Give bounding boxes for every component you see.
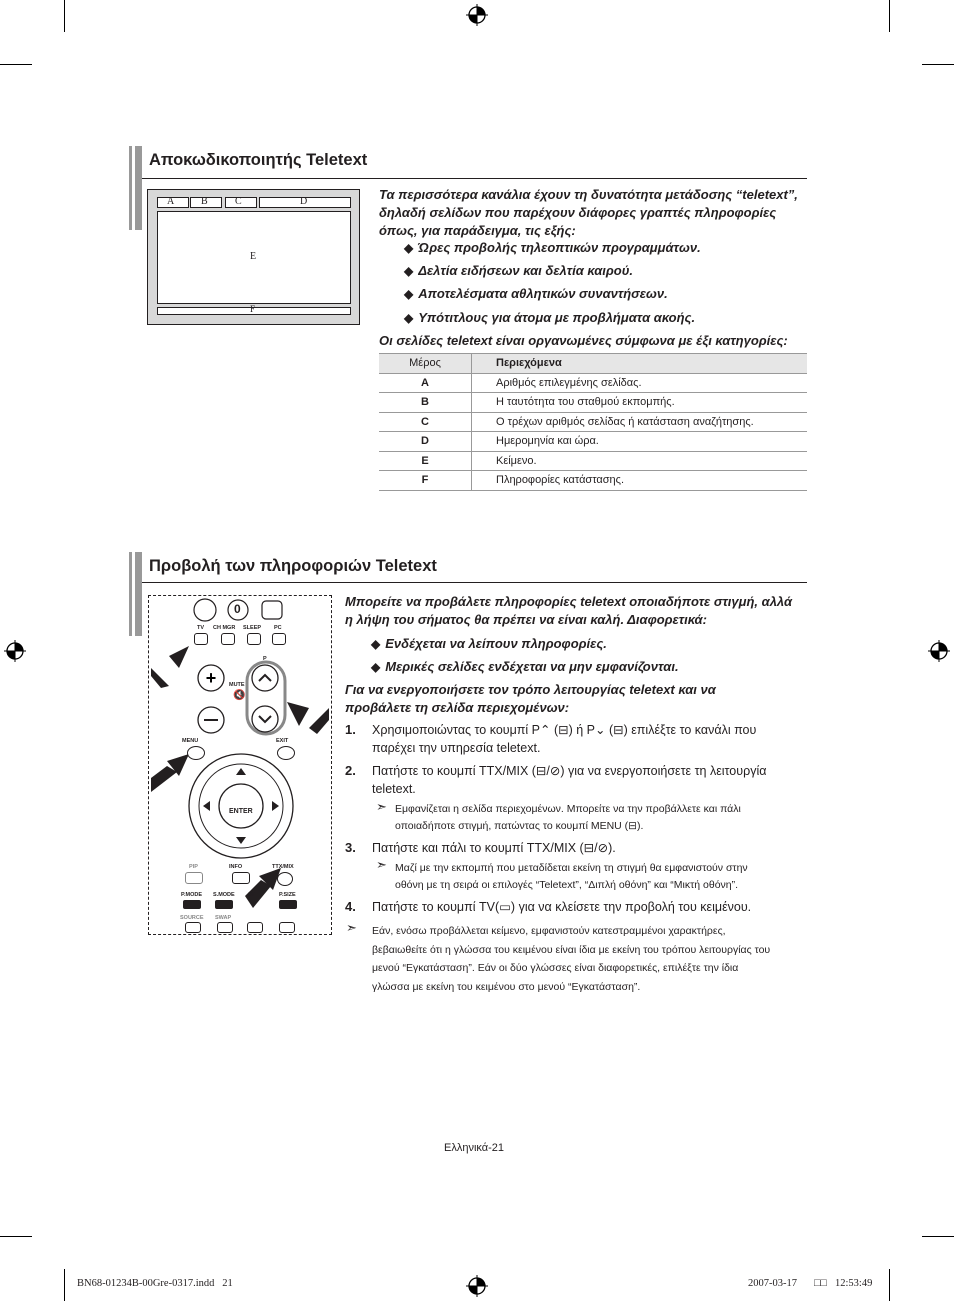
section-bar: [129, 146, 132, 230]
table-row: [379, 373, 807, 393]
categories-table: [379, 353, 807, 491]
tv-label: TV: [197, 625, 205, 631]
diagram-label-e: E: [250, 251, 257, 262]
bullet-item: ◆ Υπότιτλους για άτομα με προβλήματα ακοής.: [404, 310, 696, 325]
crop-mark: [64, 1269, 65, 1301]
table-row: [379, 393, 807, 413]
section2-intro: Μπορείτε να προβάλετε πληροφορίες teletext οποιαδήποτε στιγμή, αλλά η λήψη του σήματος θα πρέπει να είναι καλή. Διαφορετικά:: [345, 594, 793, 627]
diagram-label-f: F: [250, 304, 256, 314]
bullet-item: ◆ Μερικές σελίδες ενδέχεται να μην εμφανίζονται.: [371, 659, 679, 674]
crop-mark: [889, 0, 890, 32]
sleep-button[interactable]: [247, 633, 261, 645]
diagram-label-c: C: [235, 196, 242, 207]
down-button[interactable]: [247, 922, 263, 933]
step-note: Μαζί με την εκπομπή που μεταδίδεται εκείνη τη στιγμή θα εμφανιστούν στην οθόνη με τη σειρά οι επιλογές “Teletext”, “Διπλή οθόνη” και “Μικτή οθόνη”.: [395, 862, 748, 891]
st-label: ST: [248, 892, 256, 898]
source-label: SOURCE: [180, 915, 204, 921]
diagram-label-b: B: [201, 196, 208, 207]
table-cell-part: A: [379, 373, 472, 393]
section-title: Αποκωδικοποιητής Teletext: [149, 151, 368, 169]
section-bar: [129, 552, 132, 636]
registration-mark-icon: [466, 1275, 488, 1297]
step-number: 2.: [345, 763, 356, 778]
step-note: Εμφανίζεται η σελίδα περιεχομένων. Μπορείτε να την προβάλλετε και πάλι οποιαδήποτε στιγμή, πατώντας το κουμπί MENU (⊟).: [395, 803, 741, 832]
step-number: 1.: [345, 722, 356, 737]
source-button[interactable]: [185, 922, 201, 933]
chmgr-label: CH MGR: [213, 625, 236, 631]
remote-control-illustration: [148, 595, 332, 935]
table-cell-part: C: [379, 412, 472, 432]
table-cell-content: Πληροφορίες κατάστασης.: [472, 471, 808, 491]
section1-intro: Τα περισσότερα κανάλια έχουν τη δυνατότητα μετάδοσης “teletext”, δηλαδή σελίδων που παρέχουν διάφορες γραπτές πληροφορίες όπως, για παράδειγμα, τις εξής:: [379, 187, 798, 238]
bullet-item: ◆ Δελτία ειδήσεων και δελτία καιρού.: [404, 263, 634, 278]
crop-mark: [922, 1236, 954, 1237]
step-text: Πατήστε και πάλι το κουμπί TTX/MIX (⊟/⊘).: [372, 841, 616, 855]
menu-label: MENU: [182, 738, 199, 744]
table-header: Μέρος: [379, 354, 472, 374]
chmgr-button[interactable]: [221, 633, 235, 645]
note-arrow-icon: ➣: [346, 920, 357, 935]
crop-mark: [0, 64, 32, 65]
footer-date: 2007-03-17: [748, 1278, 797, 1289]
footer-boxes: □□: [814, 1278, 827, 1289]
table-row: [379, 412, 807, 432]
ttxmix-label: TTX/MIX: [272, 864, 294, 870]
step-text: Χρησιμοποιώντας το κουμπί P⌃ (⊟) ή P⌄ (⊟) επιλέξτε το κανάλι που παρέχει την υπηρεσία teletext.: [372, 723, 757, 755]
table-cell-part: B: [379, 393, 472, 413]
psize-button[interactable]: [279, 900, 297, 909]
note-arrow-icon: ➣: [376, 799, 387, 814]
bullet-item: ◆ Ώρες προβολής τηλεοπτικών προγραμμάτων.: [404, 240, 701, 255]
diagram-label-a: A: [167, 196, 175, 207]
section-underline: [142, 582, 807, 583]
pip-label: PIP: [189, 864, 198, 870]
svg-text:+: +: [205, 668, 217, 688]
section-bar: [135, 552, 142, 636]
crop-mark: [889, 1269, 890, 1301]
table-cell-part: F: [379, 471, 472, 491]
mute-label: MUTE: [229, 682, 245, 688]
section-title: Προβολή των πληροφοριών Teletext: [149, 557, 437, 575]
pmode-label: P.MODE: [181, 892, 202, 898]
smode-button[interactable]: [215, 900, 233, 909]
table-cell-part: D: [379, 432, 472, 452]
psize-label: P.SIZE: [279, 892, 296, 898]
note-arrow-icon: ➣: [376, 857, 387, 872]
teletext-screen-diagram: [147, 189, 360, 325]
table-cell-content: Η ταυτότητα του σταθμού εκπομπής.: [472, 393, 808, 413]
zero-button-label: 0: [234, 602, 241, 616]
table-cell-content: Κείμενο.: [472, 451, 808, 471]
crop-mark: [922, 64, 954, 65]
bullet-item: ◆ Ενδέχεται να λείπουν πληροφορίες.: [371, 636, 607, 651]
diagram-label-d: D: [300, 196, 308, 207]
final-note: Εάν, ενόσω προβάλλεται κείμενο, εμφανιστούν κατεστραμμένοι χαρακτήρες, βεβαιωθείτε ότι η γλώσσα του κειμένου είναι ίδια με εκείνη του τρόπου λειτουργίας του μενού “Εγκατάσταση”. Εάν οι δύο γλώσσες είναι διαφορετικές, επιλέξτε την ίδια γλώσσα με εκείνη του κειμένου στο μενού “Εγκατάσταση”.: [372, 925, 771, 993]
registration-mark-icon: [928, 640, 950, 662]
ttxmix-button[interactable]: [277, 872, 293, 886]
crop-mark: [0, 1236, 32, 1237]
table-cell-part: E: [379, 451, 472, 471]
exit-button[interactable]: [277, 746, 295, 760]
info-button[interactable]: [232, 872, 250, 884]
table-cell-content: Αριθμός επιλεγμένης σελίδας.: [472, 373, 808, 393]
crop-mark: [64, 0, 65, 32]
exit-label: EXIT: [276, 738, 289, 744]
pip-button[interactable]: [185, 872, 203, 884]
pc-label: PC: [274, 625, 282, 631]
pc-button[interactable]: [272, 633, 286, 645]
categories-intro: Οι σελίδες teletext είναι οργανωμένες σύμφωνα με έξι κατηγορίες:: [379, 333, 788, 348]
up-button[interactable]: [279, 922, 295, 933]
smode-label: S.MODE: [213, 892, 235, 898]
table-row: [379, 471, 807, 491]
table-row: [379, 432, 807, 452]
mute-icon: 🔇: [233, 690, 246, 701]
swap-button[interactable]: [217, 922, 233, 933]
activate-intro: Για να ενεργοποιήσετε τον τρόπο λειτουργίας teletext και να προβάλετε τη σελίδα περιεχομένων:: [345, 682, 716, 715]
info-label: INFO: [229, 864, 243, 870]
table-row: [379, 451, 807, 471]
footer-file: BN68-01234B-00Gre-0317.indd 21: [77, 1278, 233, 1289]
bullet-item: ◆ Αποτελέσματα αθλητικών συναντήσεων.: [404, 286, 668, 301]
registration-mark-icon: [466, 4, 488, 26]
footer-time: 12:53:49: [835, 1278, 873, 1289]
section-bar: [135, 146, 142, 230]
table-header: Περιεχόμενα: [472, 354, 808, 374]
menu-button[interactable]: [187, 746, 205, 760]
table-cell-content: Ο τρέχων αριθμός σελίδας ή κατάσταση αναζήτησης.: [472, 412, 808, 432]
section-underline: [142, 178, 807, 179]
table-cell-content: Ημερομηνία και ώρα.: [472, 432, 808, 452]
enter-label: ENTER: [229, 808, 253, 815]
swap-label: SWAP: [215, 915, 232, 921]
step-text: Πατήστε το κουμπί TV(▭) για να κλείσετε την προβολή του κειμένου.: [372, 900, 752, 914]
tv-button[interactable]: [194, 633, 208, 645]
p-label: P: [263, 656, 267, 662]
step-number: 4.: [345, 899, 356, 914]
step-text: Πατήστε το κουμπί TTX/MIX (⊟/⊘) για να ενεργοποιήσετε τη λειτουργία teletext.: [372, 764, 767, 796]
sleep-label: SLEEP: [243, 625, 262, 631]
pmode-button[interactable]: [183, 900, 201, 909]
step-number: 3.: [345, 840, 356, 855]
page-number: Ελληνικά-21: [444, 1142, 505, 1154]
table-header-row: [379, 354, 807, 374]
registration-mark-icon: [4, 640, 26, 662]
